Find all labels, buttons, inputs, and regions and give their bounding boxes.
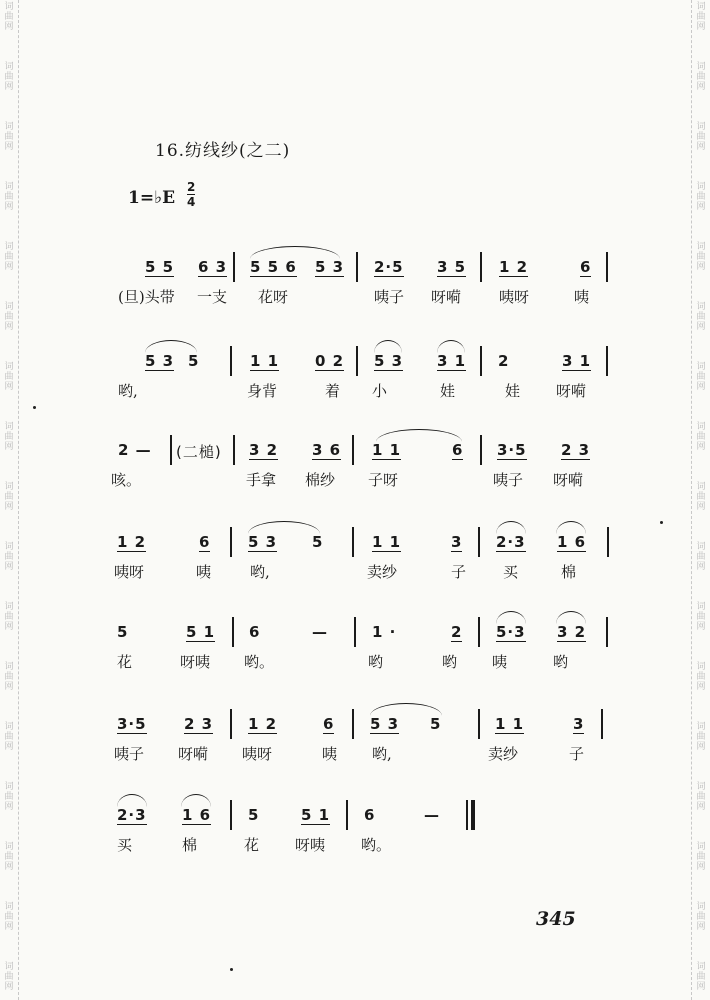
barline (346, 800, 348, 830)
watermark-text: 词曲网 (4, 542, 14, 572)
lyric: 哟, (118, 382, 138, 400)
barline (478, 527, 480, 557)
note: 1 1 (250, 352, 280, 370)
watermark-text: 词曲网 (4, 902, 14, 932)
watermark-text: 词曲网 (4, 782, 14, 812)
watermark-text: 词曲网 (4, 422, 14, 452)
note: 2·3 (496, 533, 526, 551)
note: 3·5 (497, 441, 527, 459)
barline (354, 617, 356, 647)
barline (356, 346, 358, 376)
watermark-text: 词曲网 (696, 662, 706, 692)
lyric: 卖纱 (488, 745, 519, 763)
watermark-text: 词曲网 (696, 182, 706, 212)
note: 6 (580, 258, 592, 276)
key-signature: 1=♭E (128, 188, 176, 208)
lyric: 一支 (197, 288, 228, 306)
watermark-text: 词曲网 (696, 902, 706, 932)
lyric: 着 (325, 382, 341, 400)
note: — (424, 806, 440, 824)
lyric: 哟。 (244, 653, 275, 671)
watermark-text: 词曲网 (696, 2, 706, 32)
watermark-text: 词曲网 (4, 122, 14, 152)
watermark-text: 词曲网 (4, 62, 14, 92)
note: 3·5 (117, 715, 147, 733)
lyric: 咦 (492, 653, 508, 671)
note: 3 (451, 533, 463, 551)
watermark-text: 词曲网 (696, 482, 706, 512)
watermark-text: 词曲网 (696, 782, 706, 812)
watermark-text: 词曲网 (696, 422, 706, 452)
barline (230, 527, 232, 557)
lyric: 娃 (440, 382, 456, 400)
time-signature (187, 181, 195, 208)
note: 3 1 (437, 352, 467, 370)
watermark-text: 词曲网 (4, 362, 14, 392)
note: 0 2 (315, 352, 345, 370)
note: 5 (248, 806, 260, 824)
lyric: 呀嗬 (178, 745, 209, 763)
watermark-text: 词曲网 (4, 302, 14, 332)
barline (606, 346, 608, 376)
note: 3 2 (557, 623, 587, 641)
lyric: 哟。 (361, 836, 392, 854)
note: 2 — (118, 441, 152, 459)
note: 2 3 (561, 441, 591, 459)
watermark-text: 词曲网 (4, 842, 14, 872)
barline (230, 346, 232, 376)
watermark-text: 词曲网 (696, 962, 706, 992)
barline (352, 435, 354, 465)
lyric: 呀嗬 (556, 382, 587, 400)
barline (170, 435, 172, 465)
lyric: 哟 (553, 653, 569, 671)
watermark-text: 词曲网 (696, 122, 706, 152)
watermark-text: 词曲网 (4, 182, 14, 212)
score-row (0, 806, 710, 866)
lyric: 身背 (247, 382, 278, 400)
note: 5 3 (248, 533, 278, 551)
watermark-text: 词曲网 (696, 722, 706, 752)
lyric: 子呀 (368, 471, 399, 489)
lyric: 花 (244, 836, 260, 854)
note: 3 1 (562, 352, 592, 370)
lyric: 小 (372, 382, 388, 400)
lyric: 哟, (250, 563, 270, 581)
barline (478, 617, 480, 647)
lyric: 咦 (196, 563, 212, 581)
lyric: 买 (503, 563, 519, 581)
barline (480, 346, 482, 376)
lyric: 子 (451, 563, 467, 581)
watermark-text: 词曲网 (696, 602, 706, 632)
time-signature-numerator: 2 (187, 180, 196, 194)
time-signature-denominator: 4 (187, 195, 196, 209)
barline (480, 252, 482, 282)
lyric: 咦呀 (242, 745, 273, 763)
note: 1 6 (182, 806, 212, 824)
note: 5 1 (301, 806, 331, 824)
page-number: 345 (536, 908, 576, 930)
note: 1 · (372, 623, 397, 641)
watermark-text: 词曲网 (696, 362, 706, 392)
score-row (0, 441, 710, 501)
note: 6 (249, 623, 261, 641)
lyric: (旦)头带 (118, 288, 175, 306)
watermark-text: 词曲网 (696, 542, 706, 572)
note: 1 2 (117, 533, 147, 551)
final-barline (471, 800, 475, 830)
lyric: 哟 (442, 653, 458, 671)
barline (230, 800, 232, 830)
barline (607, 527, 609, 557)
note: 3 5 (437, 258, 467, 276)
watermark-text: 词曲网 (4, 962, 14, 992)
note: 6 (199, 533, 211, 551)
note: 6 (323, 715, 335, 733)
note: (二槌) (176, 443, 222, 461)
lyric: 咦呀 (114, 563, 145, 581)
note: 5 3 (145, 352, 175, 370)
lyric: 卖纱 (367, 563, 398, 581)
note: 6 (364, 806, 376, 824)
lyric: 咳。 (111, 471, 142, 489)
lyric: 娃 (505, 382, 521, 400)
barline (232, 617, 234, 647)
watermark-text: 词曲网 (4, 722, 14, 752)
barline (233, 435, 235, 465)
lyric: 咦子 (493, 471, 524, 489)
note: 1 1 (372, 533, 402, 551)
note: 5 5 6 (250, 258, 297, 276)
lyric: 花呀 (258, 288, 289, 306)
lyric: 子 (569, 745, 585, 763)
note: 6 (452, 441, 464, 459)
note: 5 (430, 715, 442, 733)
lyric: 咦子 (114, 745, 145, 763)
barline (606, 617, 608, 647)
watermark-text: 词曲网 (4, 2, 14, 32)
note: 3 2 (249, 441, 279, 459)
watermark-text: 词曲网 (4, 662, 14, 692)
note: 2·3 (117, 806, 147, 824)
note: 6 3 (198, 258, 228, 276)
scan-speck (660, 521, 663, 524)
note: 5·3 (496, 623, 526, 641)
lyric: 呀嗬 (431, 288, 462, 306)
note: 1 2 (499, 258, 529, 276)
note: 5 3 (374, 352, 404, 370)
note: 1 2 (248, 715, 278, 733)
watermark-text: 词曲网 (696, 842, 706, 872)
note: 1 1 (372, 441, 402, 459)
score-row (0, 258, 710, 318)
watermark-text: 词曲网 (696, 242, 706, 272)
score-row (0, 533, 710, 593)
watermark-text: 词曲网 (4, 242, 14, 272)
note: 5 1 (186, 623, 216, 641)
note: 1 6 (557, 533, 587, 551)
note: 5 3 (315, 258, 345, 276)
lyric: 呀咦 (180, 653, 211, 671)
scan-speck (33, 406, 36, 409)
watermark-text: 词曲网 (696, 302, 706, 332)
lyric: 咦子 (374, 288, 405, 306)
lyric: 呀咦 (295, 836, 326, 854)
lyric: 哟, (372, 745, 392, 763)
barline (356, 252, 358, 282)
scan-speck (230, 968, 233, 971)
note: 5 (312, 533, 324, 551)
barline (480, 435, 482, 465)
barline (233, 252, 235, 282)
note: 5 (117, 623, 129, 641)
barline (352, 709, 354, 739)
note: 5 3 (370, 715, 400, 733)
barline (601, 709, 603, 739)
score-row (0, 623, 710, 683)
lyric: 咦 (574, 288, 590, 306)
note: 3 6 (312, 441, 342, 459)
score-row (0, 352, 710, 412)
lyric: 棉 (182, 836, 198, 854)
note: 2 (498, 352, 510, 370)
barline (606, 252, 608, 282)
watermark-text: 词曲网 (696, 62, 706, 92)
song-title: 16.纺线纱(之二) (155, 141, 291, 161)
note: 2·5 (374, 258, 404, 276)
barline (352, 527, 354, 557)
note: 5 (188, 352, 200, 370)
lyric: 手拿 (246, 471, 277, 489)
note: 2 (451, 623, 463, 641)
lyric: 花 (117, 653, 133, 671)
lyric: 呀嗬 (553, 471, 584, 489)
note: — (312, 623, 328, 641)
watermark-text: 词曲网 (4, 482, 14, 512)
lyric: 棉纱 (305, 471, 336, 489)
lyric: 买 (117, 836, 133, 854)
note: 1 1 (495, 715, 525, 733)
lyric: 咦 (322, 745, 338, 763)
barline (466, 800, 468, 830)
note: 5 5 (145, 258, 175, 276)
note: 3 (573, 715, 585, 733)
barline (478, 709, 480, 739)
lyric: 棉 (561, 563, 577, 581)
note: 2 3 (184, 715, 214, 733)
barline (230, 709, 232, 739)
lyric: 咦呀 (499, 288, 530, 306)
lyric: 哟 (368, 653, 384, 671)
watermark-text: 词曲网 (4, 602, 14, 632)
score-row (0, 715, 710, 775)
